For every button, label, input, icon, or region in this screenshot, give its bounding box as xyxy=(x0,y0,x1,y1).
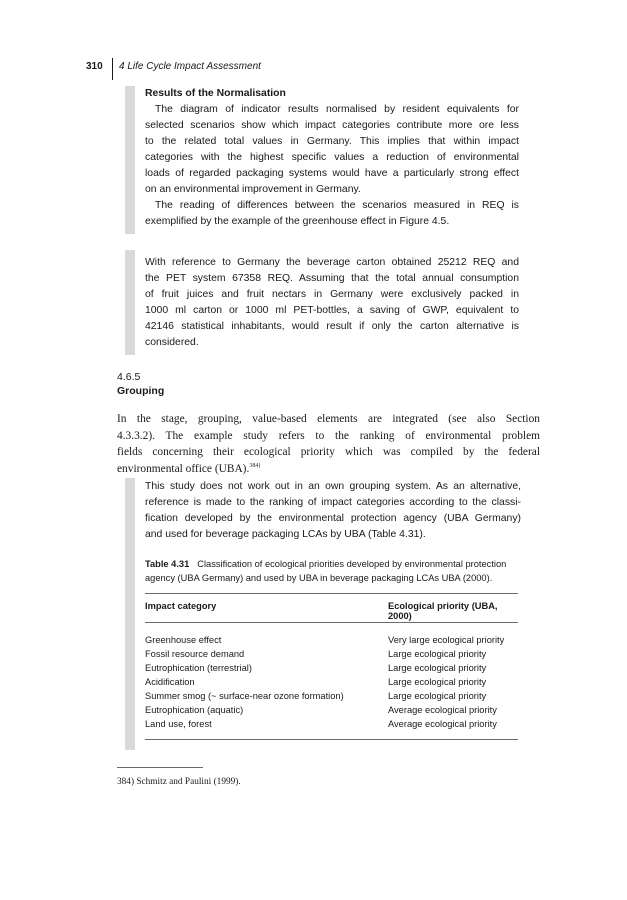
text-line-end: environmental office (UBA). xyxy=(117,462,250,475)
text-line: fication developed by the environmental protection agency (UBA Germany) xyxy=(145,513,521,524)
section-number: 4.6.5 xyxy=(117,371,141,383)
example-box xyxy=(145,255,519,351)
table-rule-top xyxy=(145,593,518,594)
normalisation-results-box xyxy=(145,86,519,230)
box-marker-bar xyxy=(125,86,135,234)
running-header xyxy=(86,52,261,80)
text-line: loads of regarded packaging systems would have a particularly strong effect xyxy=(145,168,519,179)
footnote: 384) Schmitz and Paulini (1999). xyxy=(117,777,241,787)
text-line xyxy=(117,461,540,478)
section-title: Grouping xyxy=(117,385,165,397)
caption-text: Classification of ecological priorities developed by environmental protection xyxy=(197,559,507,569)
text-line: In the stage, grouping, value-based elements are integrated (see also Section xyxy=(117,413,540,425)
table-cell: Eutrophication (terrestrial) xyxy=(145,663,252,673)
text-line: This study does not work out in an own grouping system. As an alternative, xyxy=(145,481,521,492)
text-line: to the related total values in Germany. This implies that within impact xyxy=(145,136,519,147)
table-cell: Large ecological priority xyxy=(388,691,487,701)
table-header xyxy=(145,601,518,621)
table-caption xyxy=(145,557,531,585)
table-row xyxy=(145,675,518,689)
column-header: Ecological priority (UBA, 2000) xyxy=(388,601,498,621)
table-cell: Average ecological priority xyxy=(388,719,497,729)
text-line: categories with the highest specific values a reduction of environmental xyxy=(145,152,519,163)
text-line: considered. xyxy=(145,337,199,348)
table-cell: Large ecological priority xyxy=(388,663,487,673)
header-divider xyxy=(112,58,113,80)
table-cell: Greenhouse effect xyxy=(145,635,222,645)
table-body xyxy=(145,633,518,731)
text-line: selected scenarios show which impact categories contribute more ore less xyxy=(145,120,519,131)
table-cell: Acidification xyxy=(145,677,195,687)
text-line: The reading of differences between the scenarios measured in REQ is xyxy=(155,200,519,211)
text-line: and used for beverage packaging LCAs by UBA (Table 4.31). xyxy=(145,529,426,540)
table-row xyxy=(145,661,518,675)
box-marker-bar xyxy=(125,250,135,355)
grouping-paragraph xyxy=(117,411,540,477)
table-row xyxy=(145,633,518,647)
running-title: 4 Life Cycle Impact Assessment xyxy=(119,60,261,72)
table-cell: Large ecological priority xyxy=(388,649,487,659)
footnote-rule xyxy=(117,767,203,768)
text-line: 1000 ml carton or 1000 ml PET-bottles, a saving of GWP, equivalent to xyxy=(145,305,519,316)
text-line: fields concerning their ecological priority which was compiled by the federal xyxy=(117,446,540,458)
table-cell: Average ecological priority xyxy=(388,705,497,715)
text-line: the PET system 67358 REQ. Assuming that the total annual consumption xyxy=(145,273,519,284)
text-line: of fruit juices and fruit nectars in Germany were exclusively packed in xyxy=(145,289,519,300)
grouping-note-box xyxy=(145,479,521,543)
caption-text: agency (UBA Germany) and used by UBA in beverage packaging LCAs UBA (2000). xyxy=(145,573,493,583)
table-rule-mid xyxy=(145,622,518,623)
table-cell: Fossil resource demand xyxy=(145,649,245,659)
box-marker-bar xyxy=(125,478,135,750)
text-line: The diagram of indicator results normalised by resident equivalents for xyxy=(155,104,519,115)
table-cell: Summer smog (~ surface-near ozone formation) xyxy=(145,691,344,701)
table-row xyxy=(145,703,518,717)
box-heading: Results of the Normalisation xyxy=(145,88,286,99)
text-line: reference is made to the ranking of impact categories according to the classi- xyxy=(145,497,521,508)
footnote-reference[interactable]: 384) xyxy=(249,462,261,469)
column-header: Impact category xyxy=(145,601,217,611)
table-cell: Large ecological priority xyxy=(388,677,487,687)
table-rule-bottom xyxy=(145,739,518,740)
text-line: 4.3.3.2). The example study refers to the ranking of environmental problem xyxy=(117,429,540,442)
text-line: With reference to Germany the beverage carton obtained 25212 REQ and xyxy=(145,257,519,268)
table-cell: Land use, forest xyxy=(145,719,212,729)
table-row xyxy=(145,647,518,661)
table-number: Table 4.31 xyxy=(145,559,190,569)
table-row xyxy=(145,689,518,703)
text-line: on an environmental improvement in Germany. xyxy=(145,184,361,195)
table-row xyxy=(145,717,518,731)
text-line: exemplified by the example of the greenhouse effect in Figure 4.5. xyxy=(145,216,450,227)
table-cell: Eutrophication (aquatic) xyxy=(145,705,244,715)
text-line: 42146 statistical inhabitants, would result if only the carton alternative is xyxy=(145,321,519,332)
table-cell: Very large ecological priority xyxy=(388,635,505,645)
page-number: 310 xyxy=(86,60,103,72)
